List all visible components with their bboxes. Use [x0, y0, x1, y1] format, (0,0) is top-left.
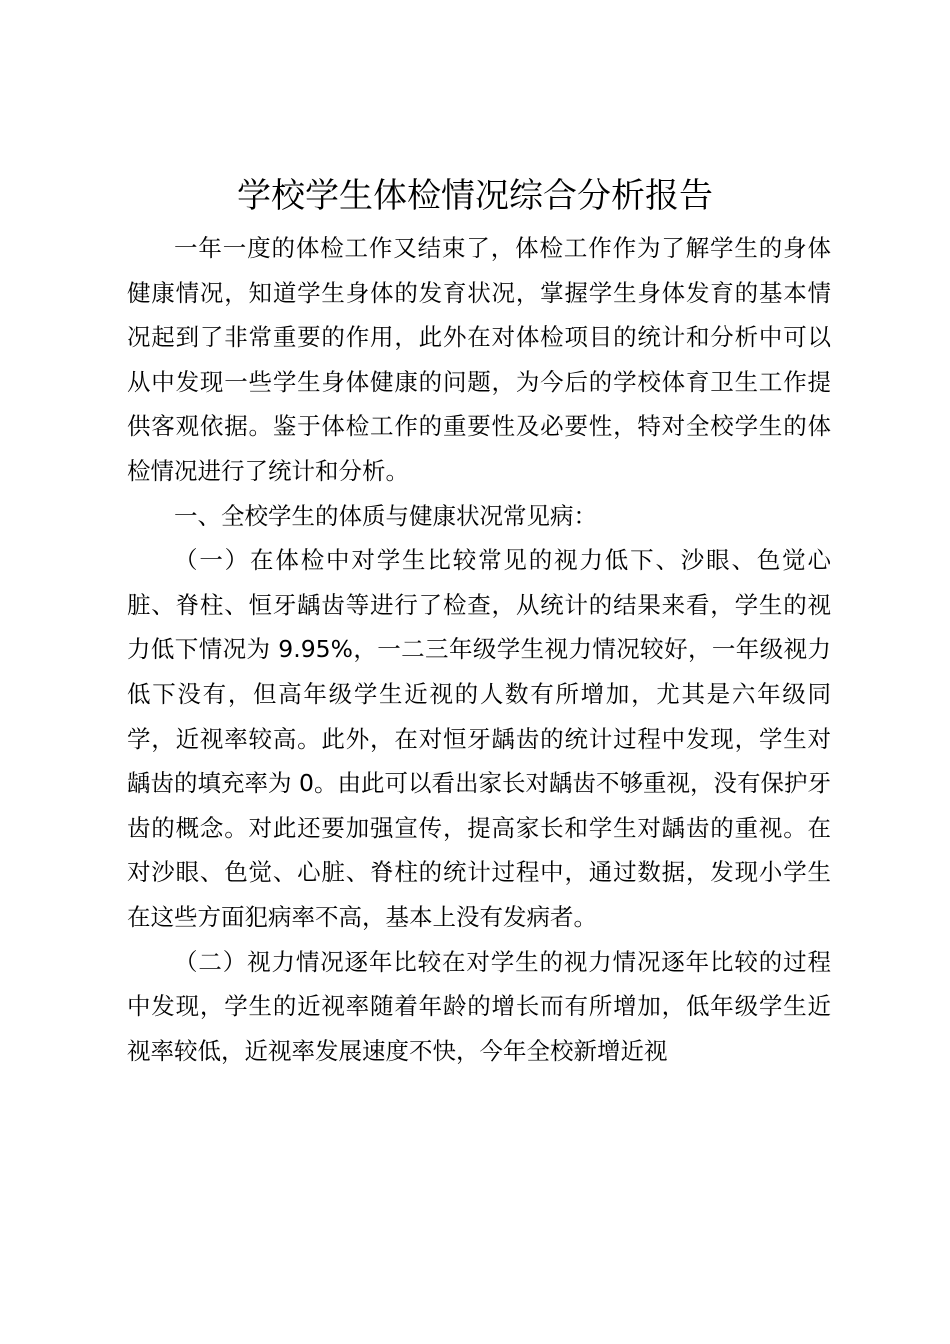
section-heading-1: 一、全校学生的体质与健康状况常见病： [174, 501, 597, 530]
paragraph-intro: 一年一度的体检工作又结束了，体检工作作为了解学生的身体健康情况，知道学生身体的发育状况，掌握学生身体发育的基本情况起到了非常重要的作用，此外在对体检项目的统计和分析中可以从中发现一些学生身体健康的问题，为今后的学校体育卫生工作提供客观依据。鉴于体检工作的重要性及必要性，特对全校学生的体检情况进行了统计和分析。 [127, 234, 831, 485]
paragraph-vision-comparison: （二）视力情况逐年比较在对学生的视力情况逐年比较的过程中发现，学生的近视率随着年龄的增长而有所增加，低年级学生近视率较低，近视率发展速度不快，今年全校新增近视 [127, 947, 831, 1065]
document-title: 学校学生体检情况综合分析报告 [237, 176, 713, 216]
document-body [127, 226, 831, 1073]
paragraph-common-diseases: （一）在体检中对学生比较常见的视力低下、沙眼、色觉心脏、脊柱、恒牙龋齿等进行了检查，从统计的结果来看，学生的视力低下情况为 9.95%，一二三年级学生视力情况较好，一年级视力低下没有，但高年级学生近视的人数有所增加，尤其是六年级同学，近视率较高。此外，在对恒牙龋齿的统计过程中发现，学生对龋齿的填充率为 0。由此可以看出家长对龋齿不够重视，没有保护牙齿的概念。对此还要加强宣传，提高家长和学生对龋齿的重视。在对沙眼、色觉、心脏、脊柱的统计过程中，通过数据，发现小学生在这些方面犯病率不高，基本上没有发病者。 [127, 546, 831, 931]
